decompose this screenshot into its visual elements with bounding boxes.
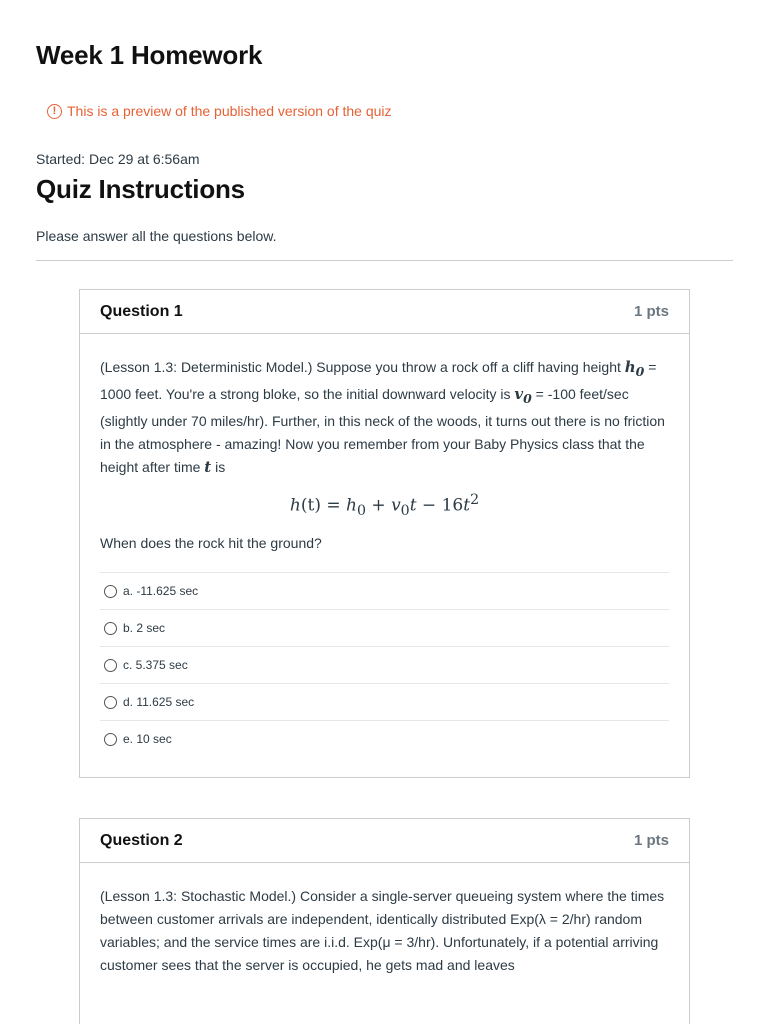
formula-part: 0 — [400, 503, 410, 520]
v0-variable — [514, 385, 532, 406]
question-header — [80, 290, 689, 334]
radio-button[interactable] — [104, 696, 117, 709]
formula-part: (t) — [300, 495, 321, 516]
instructions-title: Quiz Instructions — [36, 174, 245, 204]
formula-part: 2 — [470, 492, 480, 508]
question-body — [80, 863, 689, 977]
started-info — [36, 151, 200, 167]
answer-label: e. 10 sec — [123, 731, 172, 746]
answer-label: a. -11.625 sec — [123, 583, 199, 598]
divider — [36, 260, 733, 261]
answer-option-a[interactable] — [100, 572, 669, 609]
text-segment: (Lesson 1.3: Deterministic Model.) Suppose you throw a rock off a cliff having height — [100, 359, 625, 375]
radio-button[interactable] — [104, 659, 117, 672]
text-segment: = -100 feet/sec (slightly under 70 miles/hr). Further, in this neck of the woods, it turns out there is no friction in the atmosphere - amazing! Now you remember from your Baby Physics class that the height after time — [100, 386, 665, 475]
question-text — [100, 356, 669, 479]
question-body — [80, 334, 689, 779]
formula-part: = — [320, 495, 347, 516]
question-text: (Lesson 1.3: Stochastic Model.) Consider a single-server queueing system where the times between customer arrivals are independent, identically distributed Exp(λ = 2/hr) random variables; and the service times are i.i.d. Exp(μ = 3/hr). Unfortunately, if a potential arriving customer sees that the server is occupied, he gets mad and leaves — [100, 888, 665, 973]
answer-option-c[interactable] — [100, 646, 669, 683]
question-header — [80, 819, 689, 863]
t-variable: t — [204, 458, 212, 476]
radio-button[interactable] — [104, 733, 117, 746]
text-segment: is — [211, 459, 226, 475]
formula-part: + — [366, 495, 392, 516]
warning-icon: ! — [47, 104, 62, 119]
page-title: Week 1 Homework — [36, 40, 263, 70]
preview-notice — [47, 103, 392, 119]
answer-list — [100, 572, 669, 779]
formula-part: h — [289, 495, 301, 516]
formula-part: t — [409, 495, 417, 516]
question-prompt: When does the rock hit the ground? — [100, 535, 322, 552]
answer-option-d[interactable] — [100, 683, 669, 720]
question-name: Question 2 — [100, 831, 183, 849]
formula-part: h — [346, 495, 357, 516]
question-1-card — [79, 289, 690, 778]
instructions-text: Please answer all the questions below. — [36, 228, 277, 244]
question-points: 1 pts — [633, 303, 669, 320]
answer-label: b. 2 sec — [123, 620, 166, 635]
radio-button[interactable] — [104, 622, 117, 635]
answer-option-e[interactable] — [100, 720, 669, 757]
started-value: Dec 29 at 6:56am — [89, 151, 200, 167]
var-subscript: 0 — [635, 364, 645, 379]
answer-option-b[interactable] — [100, 609, 669, 646]
h0-variable — [624, 358, 645, 379]
text-segment: = 1000 feet. You're a strong bloke, so the initial downward velocity is — [100, 359, 657, 402]
var-letter: h — [624, 358, 636, 376]
formula-part: 0 — [356, 503, 366, 520]
question-2-card — [79, 818, 690, 1024]
formula-part: v — [391, 495, 401, 516]
var-subscript: 0 — [523, 391, 532, 406]
question-name: Question 1 — [100, 302, 183, 320]
formula-part: t — [463, 495, 471, 516]
var-letter: v — [514, 385, 524, 403]
radio-button[interactable] — [104, 585, 117, 598]
height-formula — [100, 489, 669, 523]
question-points: 1 pts — [633, 832, 669, 849]
answer-label: c. 5.375 sec — [123, 657, 188, 672]
preview-notice-text: This is a preview of the published version of the quiz — [67, 103, 392, 119]
started-label: Started: — [36, 151, 86, 167]
answer-label: d. 11.625 sec — [123, 694, 195, 709]
formula-part: − 16 — [416, 495, 464, 516]
